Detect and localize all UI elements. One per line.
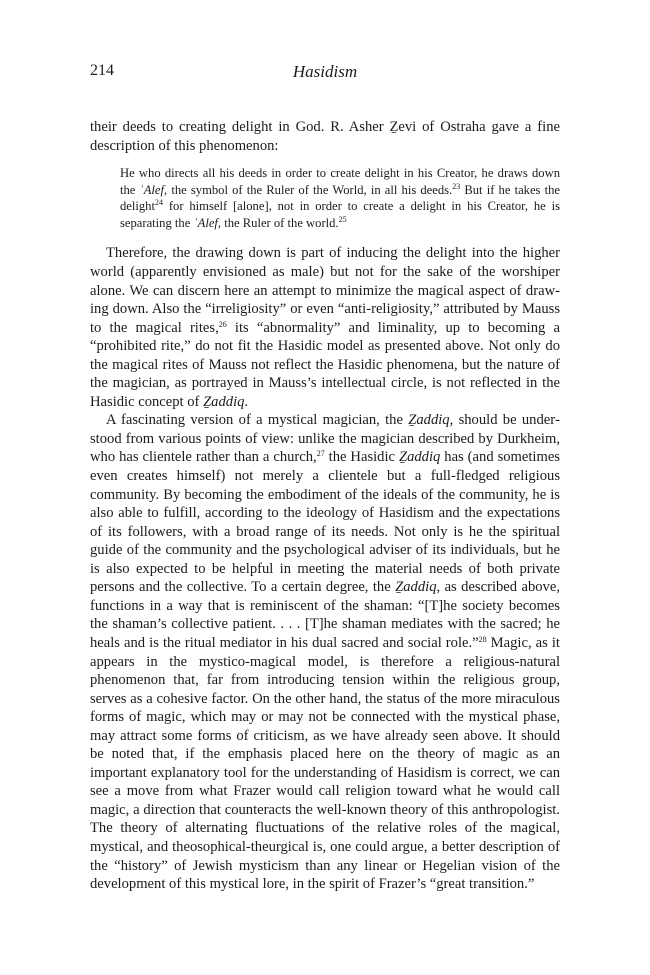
quote-text-1: He who directs all his deeds in order to create delight in his Creator, he draws down the <box>120 166 560 197</box>
zaddiq-term: Ẕaddiq <box>395 579 437 596</box>
paragraph-mystical-magician <box>90 411 560 893</box>
footnote-ref-23: 23 <box>452 181 461 191</box>
alef-term: ʾAlef <box>139 182 165 197</box>
footnote-ref-25: 25 <box>338 214 347 224</box>
paragraph-text: its “abnormality” and liminality, up to becoming a “prohibited rite,” do not fit the Hasidic model as presented above. Not only do the magical rites of Mauss not reflect the Hasidic phenomena, but the nature of the magician, as portrayed in Mauss’s intellectual circle, is not reflected in the Hasidic concept of <box>90 319 560 410</box>
quote-text-4: for himself [alone], not in order to create a delight in his Creator, he is separating the <box>120 199 560 230</box>
quote-text-5: , the Ruler of the world. <box>217 215 339 230</box>
zaddiq-term: Ẕaddiq <box>398 449 441 466</box>
quote-paragraph <box>120 165 560 231</box>
paragraph-text: . <box>244 393 249 410</box>
paragraph-text: , as described above, functions in a way that is reminiscent of the shaman: “[T]he society becomes the shaman’s collective patient. . . . [T]he shaman mediates with the sacred; he heals and is the ritual mediator in his dual sacred and social role.” <box>90 579 560 651</box>
footnote-ref-26: 26 <box>218 319 227 329</box>
page-header <box>90 62 560 86</box>
zaddiq-term: Ẕaddiq <box>408 412 450 429</box>
paragraph-intro: their deeds to creating delight in God. R. Asher Ẕevi of Ostraha gave a fine description of this phenomenon: <box>90 119 560 154</box>
quote-text-2: , the symbol of the Ruler of the World, in all his deeds. <box>164 182 453 197</box>
page-number: 214 <box>90 62 114 79</box>
main-text <box>90 118 560 894</box>
block-quote <box>120 165 560 231</box>
paragraph-text: Therefore, the drawing down is part of inducing the delight into the higher world (apparently envisioned as male) but not for the sake of the worshiper alone. We can discern here an attempt to minimize the magical aspect of drawing down. Also the “irreligiosity” or even “anti-religiosity,” attributed by Mauss to the magical rites, <box>90 245 560 336</box>
alef-term: ʾAlef <box>193 215 218 230</box>
paragraph-text: the Hasidic <box>324 449 399 466</box>
zaddiq-term: Ẕaddiq <box>203 393 245 410</box>
footnote-ref-27: 27 <box>316 449 325 459</box>
running-head: Hasidism <box>292 62 358 81</box>
paragraph-text: Magic, as it appears in the mystico-magical model, is therefore a religious-natural phenomenon that, far from introducing tension within the religious group, serves as a cohesive factor. On the other hand, the status of the more miraculous forms of magic, which may or may not be connected with the mystical phase, may attract some forms of criticism, as we have already seen above. It should be noted that, if the emphasis placed here on the theory of magic as an important explanatory tool for the understanding of Hasidism is correct, we can see a move from what Frazer would call religion toward what he would call magic, a direction that counteracts the well-known theory of this anthropologist. The theory of alternating fluctuations of the relative roles of the magical, mystical, and theosophical-theurgical is, one could argue, a better description of the “history” of Jewish mysticism than any linear or Hegelian vision of the development of this mystical lore, in the spirit of Frazer’s “great transition.” <box>90 634 560 893</box>
footnote-ref-28: 28 <box>478 634 487 644</box>
paragraph-drawing-down <box>90 244 560 411</box>
paragraph-text: , should be understood from various points of view: unlike the magician described by Durkheim, who has clientele rather than a church, <box>90 412 560 466</box>
paragraph-text: has (and sometimes even creates himself) not merely a clientele but a full-fledged religious community. By becoming the embodiment of the ideals of the community, he is also able to fulfill, according to the ideology of Hasidism and the expectations of its followers, with a broad range of its needs. Not only is he the spiritual guide of the community and the psychological adviser of its individuals, but he is also expected to be helpful in meeting the material needs of both private persons and the collective. To a certain degree, the <box>90 449 560 596</box>
footnote-ref-24: 24 <box>154 198 163 208</box>
paragraph-text: A fascinating version of a mystical magician, the <box>106 412 409 429</box>
quote-text-3: But if he takes the delight <box>120 182 560 214</box>
